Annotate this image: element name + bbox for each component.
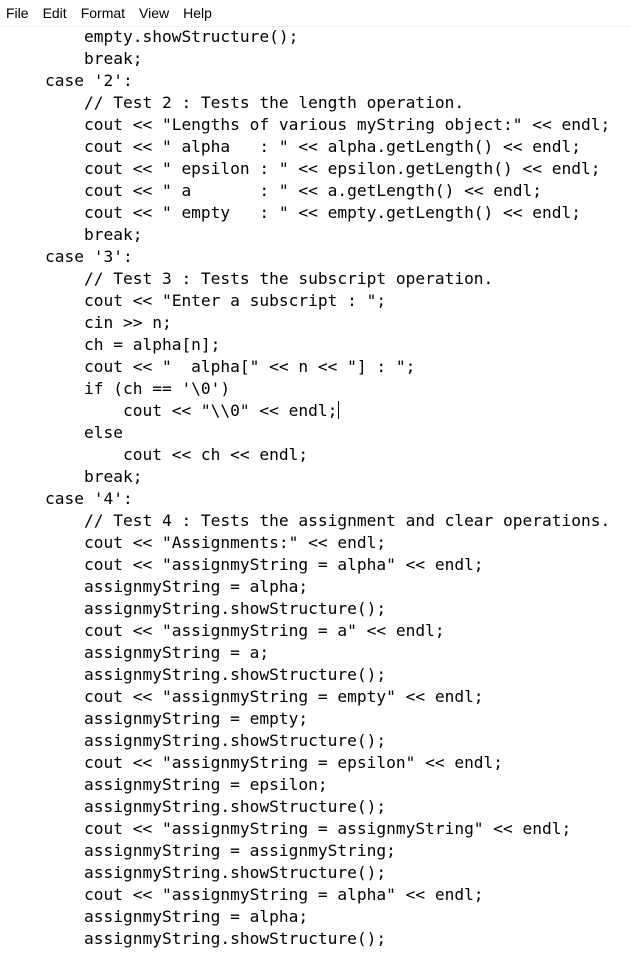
code-line: // Test 3 : Tests the subscript operation. xyxy=(45,269,494,288)
code-line: case '3': xyxy=(45,247,133,266)
menu-help[interactable]: Help xyxy=(183,5,212,21)
code-line: case '4': xyxy=(45,489,133,508)
code-text[interactable] xyxy=(0,26,631,950)
code-line: assignmyString.showStructure(); xyxy=(45,731,387,750)
menu-edit[interactable]: Edit xyxy=(42,5,67,21)
code-line: case '2': xyxy=(45,71,133,90)
code-line: // Test 2 : Tests the length operation. xyxy=(45,93,465,112)
code-line: assignmyString.showStructure(); xyxy=(45,929,387,948)
menu-view[interactable]: View xyxy=(139,5,170,21)
code-line: empty.showStructure(); xyxy=(45,27,299,46)
code-line: cout << " alpha[" << n << "] : "; xyxy=(45,357,416,376)
code-line: assignmyString.showStructure(); xyxy=(45,665,387,684)
code-line: cin >> n; xyxy=(45,313,172,332)
code-line: assignmyString.showStructure(); xyxy=(45,863,387,882)
code-line: break; xyxy=(45,49,143,68)
code-line: cout << "assignmyString = empty" << endl; xyxy=(45,687,484,706)
code-line: // Test 4 : Tests the assignment and clear operations. xyxy=(45,511,611,530)
code-line: cout << "Enter a subscript : "; xyxy=(45,291,387,310)
text-editor-area[interactable] xyxy=(0,26,631,954)
text-caret xyxy=(338,401,339,419)
code-line: break; xyxy=(45,225,143,244)
code-line: cout << " empty : " << empty.getLength() << endl; xyxy=(45,203,582,222)
code-line: cout << " epsilon : " << epsilon.getLength() << endl; xyxy=(45,159,601,178)
code-line: else xyxy=(45,423,123,442)
menu-file[interactable]: File xyxy=(6,5,29,21)
code-line: assignmyString = a; xyxy=(45,643,270,662)
code-line: cout << "assignmyString = alpha" << endl; xyxy=(45,885,484,904)
menu-format[interactable]: Format xyxy=(80,5,126,21)
code-line: assignmyString = assignmyString; xyxy=(45,841,396,860)
code-line: cout << ch << endl; xyxy=(45,445,309,464)
code-line: cout << "assignmyString = alpha" << endl; xyxy=(45,555,484,574)
code-line: assignmyString = alpha; xyxy=(45,907,309,926)
code-line: assignmyString = epsilon; xyxy=(45,775,328,794)
code-line: assignmyString = alpha; xyxy=(45,577,309,596)
code-line: cout << "assignmyString = epsilon" << endl; xyxy=(45,753,504,772)
menu-bar xyxy=(0,0,631,27)
code-line: cout << " a : " << a.getLength() << endl; xyxy=(45,181,543,200)
code-line: assignmyString.showStructure(); xyxy=(45,797,387,816)
code-line: ch = alpha[n]; xyxy=(45,335,221,354)
code-line: assignmyString.showStructure(); xyxy=(45,599,387,618)
code-line: cout << "\\0" << endl; xyxy=(45,401,338,420)
code-line: cout << "Assignments:" << endl; xyxy=(45,533,387,552)
code-line: cout << "assignmyString = assignmyString" << endl; xyxy=(45,819,572,838)
code-line: cout << " alpha : " << alpha.getLength() << endl; xyxy=(45,137,582,156)
code-line: break; xyxy=(45,467,143,486)
code-line: cout << "Lengths of various myString object:" << endl; xyxy=(45,115,611,134)
code-line: cout << "assignmyString = a" << endl; xyxy=(45,621,445,640)
code-line: assignmyString = empty; xyxy=(45,709,309,728)
code-line: if (ch == '\0') xyxy=(45,379,231,398)
